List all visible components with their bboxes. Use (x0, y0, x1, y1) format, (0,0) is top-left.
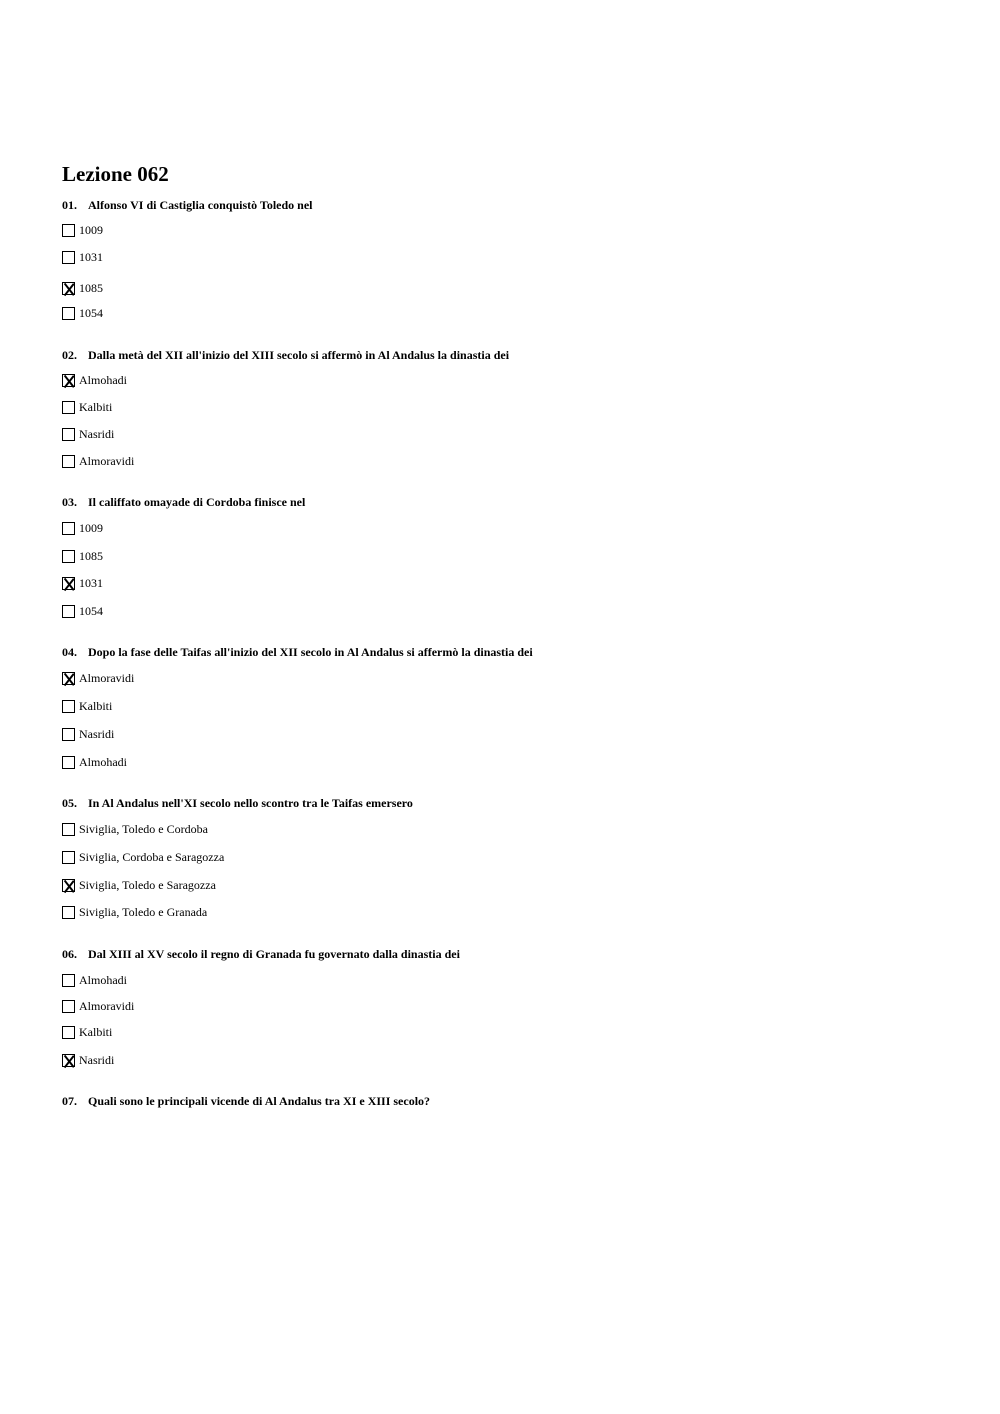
checkbox[interactable] (62, 974, 75, 987)
answer-option[interactable] (62, 280, 103, 296)
question-prompt: Dal XIII al XV secolo il regno di Granada fu governato dalla dinastia dei (88, 947, 460, 961)
question-prompt: Dopo la fase delle Taifas all'inizio del XII secolo in Al Andalus si affermò la dinastia dei (88, 645, 533, 659)
question-07 (62, 1093, 942, 1109)
option-label: Almoravidi (79, 999, 135, 1013)
checkbox[interactable] (62, 906, 75, 919)
question-number: 06. (62, 947, 77, 961)
question-text (62, 644, 942, 660)
question-04 (62, 644, 942, 769)
checkbox[interactable] (62, 605, 75, 618)
option-label: Almohadi (79, 755, 127, 769)
option-label: Almohadi (79, 373, 127, 387)
option-label: 1009 (79, 521, 103, 535)
answer-option[interactable] (62, 726, 114, 742)
answer-option[interactable] (62, 426, 114, 442)
checkbox-checked[interactable] (62, 577, 75, 590)
checkbox[interactable] (62, 522, 75, 535)
question-prompt: Quali sono le principali vicende di Al Andalus tra XI e XIII secolo? (88, 1094, 431, 1108)
answer-option[interactable] (62, 698, 112, 714)
answer-option[interactable] (62, 575, 103, 591)
answer-option[interactable] (62, 520, 103, 536)
answer-option[interactable] (62, 399, 112, 415)
answer-option[interactable] (62, 1052, 114, 1068)
answer-option[interactable] (62, 972, 127, 988)
option-label: Kalbiti (79, 400, 113, 414)
question-text (62, 494, 942, 510)
checkbox[interactable] (62, 401, 75, 414)
option-label: 1085 (79, 549, 103, 563)
answer-option[interactable] (62, 904, 207, 920)
checkbox[interactable] (62, 1026, 75, 1039)
question-prompt: Alfonso VI di Castiglia conquistò Toledo nel (88, 198, 313, 212)
answer-option[interactable] (62, 670, 134, 686)
option-label: 1085 (79, 281, 103, 295)
question-text (62, 1093, 942, 1109)
question-prompt: Dalla metà del XII all'inizio del XIII secolo si affermò in Al Andalus la dinastia dei (88, 348, 510, 362)
answer-option[interactable] (62, 998, 134, 1014)
checkbox[interactable] (62, 756, 75, 769)
checkbox[interactable] (62, 823, 75, 836)
checkbox[interactable] (62, 1000, 75, 1013)
checkbox-checked[interactable] (62, 374, 75, 387)
question-number: 01. (62, 198, 77, 212)
checkbox-checked[interactable] (62, 672, 75, 685)
answer-option[interactable] (62, 754, 127, 770)
question-text (62, 946, 942, 962)
question-06 (62, 946, 942, 1067)
option-label: Kalbiti (79, 699, 113, 713)
option-label: Siviglia, Toledo e Granada (79, 905, 208, 919)
answer-option[interactable] (62, 1024, 112, 1040)
answer-option[interactable] (62, 603, 103, 619)
question-02 (62, 347, 942, 468)
question-03 (62, 494, 942, 618)
option-label: Kalbiti (79, 1025, 113, 1039)
checkbox-checked[interactable] (62, 879, 75, 892)
question-prompt: Il califfato omayade di Cordoba finisce nel (88, 495, 306, 509)
option-label: 1031 (79, 250, 103, 264)
checkbox[interactable] (62, 428, 75, 441)
page-title: Lezione 062 (62, 162, 169, 186)
question-number: 03. (62, 495, 77, 509)
question-text (62, 197, 942, 213)
answer-option[interactable] (62, 548, 103, 564)
checkbox[interactable] (62, 728, 75, 741)
option-label: Almohadi (79, 973, 127, 987)
answer-option[interactable] (62, 821, 208, 837)
option-label: Nasridi (79, 727, 115, 741)
option-label: Siviglia, Toledo e Saragozza (79, 878, 216, 892)
question-05 (62, 795, 942, 919)
answer-option[interactable] (62, 849, 224, 865)
checkbox[interactable] (62, 700, 75, 713)
checkbox[interactable] (62, 307, 75, 320)
option-label: Almoravidi (79, 454, 135, 468)
option-label: 1031 (79, 576, 103, 590)
answer-option[interactable] (62, 372, 127, 388)
question-prompt: In Al Andalus nell'XI secolo nello scontro tra le Taifas emersero (88, 796, 413, 810)
option-label: 1009 (79, 223, 103, 237)
checkbox[interactable] (62, 851, 75, 864)
question-01 (62, 197, 942, 320)
question-number: 05. (62, 796, 77, 810)
option-label: 1054 (79, 604, 103, 618)
option-label: Almoravidi (79, 671, 135, 685)
option-label: 1054 (79, 306, 103, 320)
checkbox[interactable] (62, 224, 75, 237)
option-label: Nasridi (79, 1053, 115, 1067)
question-number: 07. (62, 1094, 77, 1108)
option-label: Nasridi (79, 427, 115, 441)
answer-option[interactable] (62, 453, 134, 469)
answer-option[interactable] (62, 249, 103, 265)
answer-option[interactable] (62, 877, 216, 893)
question-number: 02. (62, 348, 77, 362)
checkbox-checked[interactable] (62, 282, 75, 295)
checkbox-checked[interactable] (62, 1054, 75, 1067)
answer-option[interactable] (62, 222, 103, 238)
option-label: Siviglia, Cordoba e Saragozza (79, 850, 225, 864)
answer-option[interactable] (62, 305, 103, 321)
question-number: 04. (62, 645, 77, 659)
checkbox[interactable] (62, 550, 75, 563)
checkbox[interactable] (62, 455, 75, 468)
checkbox[interactable] (62, 251, 75, 264)
question-text (62, 795, 942, 811)
option-label: Siviglia, Toledo e Cordoba (79, 822, 208, 836)
question-text (62, 347, 942, 363)
